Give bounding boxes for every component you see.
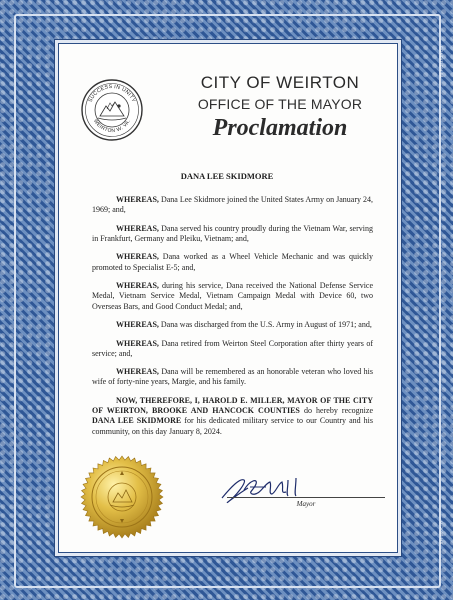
whereas-clause — [92, 224, 373, 244]
city-seal-city: WEIRTON W. VA. — [91, 118, 133, 135]
whereas-clause — [92, 195, 373, 215]
border-code-bottom: © 2005 HS — [439, 520, 444, 545]
whereas-clause — [92, 339, 373, 359]
city-seal-icon — [80, 78, 144, 142]
closing-name: DANA LEE SKIDMORE — [92, 416, 182, 426]
whereas-text: during his service, Dana received the National Defense Service Medal, Vietnam Service Medal, Vietnam Campaign Medal with Device 60, two Overseas Bars, and Good Conduct Medal; and, — [92, 281, 374, 311]
signature-line — [227, 497, 385, 498]
whereas-clause — [92, 320, 373, 330]
closing-clause — [92, 396, 373, 437]
closing-middle: do hereby recognize — [303, 406, 373, 416]
closing-rest: for his dedicated military service to our Country and his community, on this day January 8, 2024. — [92, 416, 374, 436]
whereas-word: WHEREAS, — [116, 223, 159, 233]
border-code-top: CONDITION 6A — [439, 46, 444, 79]
whereas-word: WHEREAS, — [116, 281, 159, 291]
gold-foil-seal-icon — [80, 455, 164, 539]
whereas-text: Dana will be remembered as an honorable veteran who loved his wife of forty-nine years, Margie, and his family. — [92, 367, 373, 387]
whereas-text: Dana retired from Weirton Steel Corporation after thirty years of service; and, — [92, 338, 374, 358]
whereas-word: WHEREAS, — [116, 252, 159, 262]
closing-intro: NOW, THEREFORE, I, HAROLD E. MILLER, MAYOR OF THE CITY OF WEIRTON, BROOKE AND HANCOCK COUNTIES — [92, 395, 373, 416]
whereas-clause — [92, 252, 373, 272]
whereas-text: Dana Lee Skidmore joined the United States Army on January 24, 1969; and, — [92, 195, 374, 215]
whereas-clause — [92, 367, 373, 387]
whereas-word: WHEREAS, — [116, 367, 159, 377]
header-city: CITY OF WEIRTON — [200, 73, 360, 92]
header-proclamation: Proclamation — [212, 115, 348, 141]
whereas-word: WHEREAS, — [116, 338, 159, 348]
signature-title: Mayor — [296, 500, 316, 508]
header-office: OFFICE OF THE MAYOR — [197, 96, 363, 112]
whereas-text: Dana was discharged from the U.S. Army in August of 1971; and, — [160, 320, 372, 330]
whereas-word: WHEREAS, — [116, 320, 159, 330]
proclamation-body — [92, 195, 373, 445]
whereas-text: Dana worked as a Wheel Vehicle Mechanic and was quickly promoted to Specialist E-5; and, — [92, 252, 373, 272]
city-seal-motto: SUCCESS IN UNITY — [87, 83, 137, 104]
honoree-name: DANA LEE SKIDMORE — [180, 171, 274, 181]
whereas-word: WHEREAS, — [116, 195, 159, 204]
whereas-clause — [92, 281, 373, 312]
whereas-text: Dana served his country proudly during the Vietnam War, serving in Frankfurt, Germany and Pleiku, Vietnam; and, — [92, 223, 373, 243]
